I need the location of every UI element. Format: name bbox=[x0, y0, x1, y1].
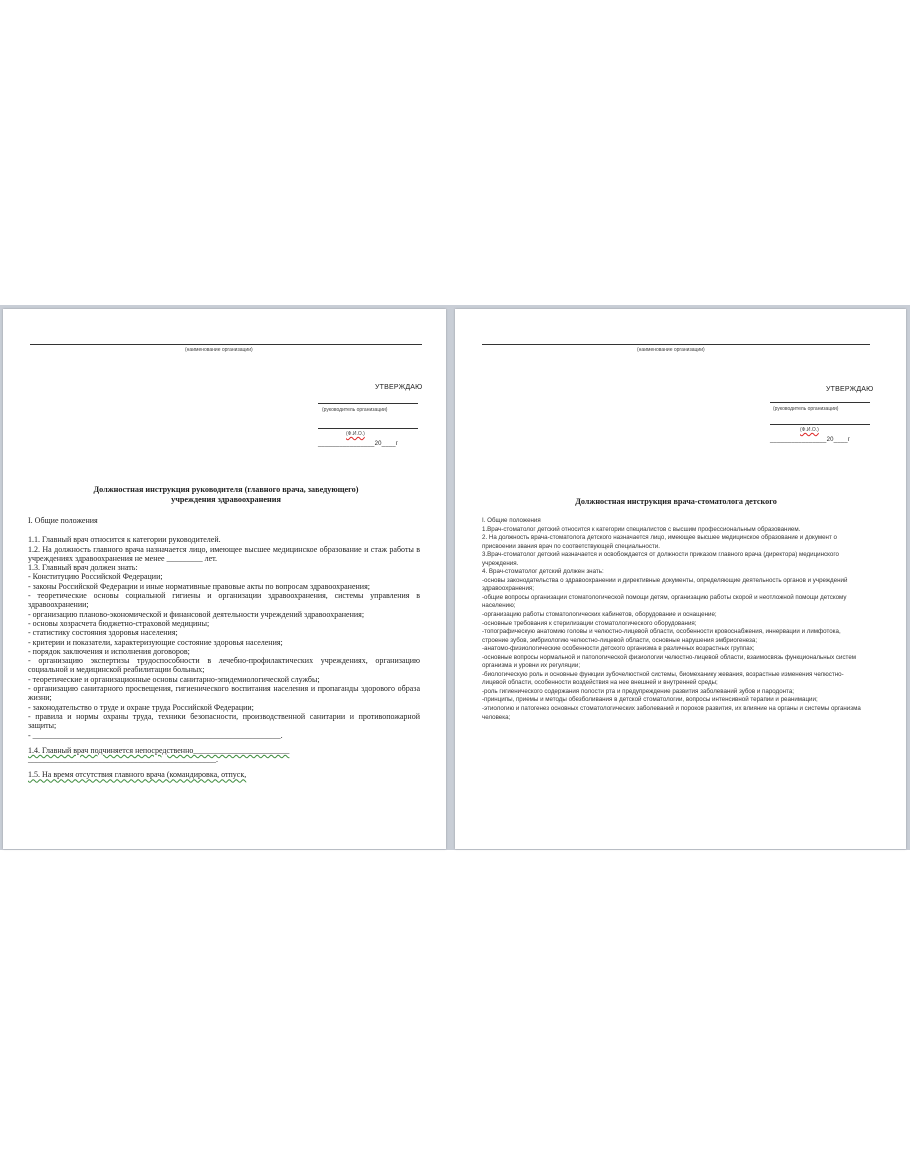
list-item: - статистику состояния здоровья населения; bbox=[28, 628, 178, 638]
list-item: - теоретические и организационные основы санитарно-эпидемиологической службы; bbox=[28, 674, 320, 684]
list-item: -биологическую роль и основные функции зубочелюстной системы, биомеханику жевания, возрастные изменения челюстно-лицевой области, особенности воздействия на нее внешней и внутренней среды; bbox=[482, 670, 844, 687]
right-body bbox=[482, 517, 867, 722]
section-heading: I. Общие положения bbox=[28, 516, 98, 525]
list-item: - основы хозрасчета бюджетно-страховой медицины; bbox=[28, 618, 210, 628]
list-item: -роль гигиенического содержания полости рта и предупреждение развития заболеваний зубов и пародонта; bbox=[482, 687, 794, 695]
list-item: - организацию экспертизы трудоспособности в лечебно-профилактических учреждениях, организацию социальной и медицинской реабилитации больных; bbox=[28, 656, 420, 675]
list-item: -основные требования к стерилизации стоматологического оборудования; bbox=[482, 619, 697, 627]
list-item: - правила и нормы охраны труда, техники безопасности, производственной санитарии и противопожарной защиты; bbox=[28, 711, 420, 731]
date-line: ________________20____г bbox=[318, 441, 399, 447]
approve-label: УТВЕРЖДАЮ bbox=[826, 386, 874, 393]
head-signature-line bbox=[770, 402, 870, 403]
document-title bbox=[30, 485, 422, 505]
list-item: - критерии и показатели, характеризующие состояние здоровья населения; bbox=[28, 637, 283, 647]
paragraph: 1.4. Главный врач подчиняется непосредственно________________________ bbox=[28, 745, 290, 755]
list-item: -основные вопросы нормальной и патологической физиологии челюстно-лицевой области, взаимосвязь функциональных систем организма и уровни их регуляции; bbox=[482, 653, 857, 670]
head-caption: (руководитель организации) bbox=[322, 407, 388, 413]
list-item: -принципы, приемы и методы обезболивания в детской стоматологии, вопросы интенсивной терапии и реанимации; bbox=[482, 696, 818, 704]
list-item: - организацию планово-экономической и финансовой деятельности учреждений здравоохранения; bbox=[28, 609, 365, 619]
left-body bbox=[28, 516, 420, 780]
list-item: - организацию санитарного просвещения, гигиенического воспитания населения и пропаганды здорового образа жизни; bbox=[28, 684, 420, 703]
fio-caption: (Ф.И.О.) bbox=[346, 431, 365, 437]
title-line-1: Должностная инструкция руководителя (главного врача, заведующего) bbox=[93, 485, 359, 494]
paragraph: 1.Врач-стоматолог детский относится к категории специалистов с высшим профессиональным образованием. bbox=[482, 525, 801, 533]
paragraph: 3.Врач-стоматолог детский назначается и освобождается от должности приказом главного врача (директора) медицинского учреждения. bbox=[482, 551, 839, 567]
org-caption: (наименование организации) bbox=[637, 347, 705, 353]
paragraph: 1.1. Главный врач относится к категории руководителей. bbox=[28, 535, 221, 545]
list-item: - теоретические основы социальной гигиены и организации здравоохранения, системы управления в здравоохранении; bbox=[28, 591, 420, 610]
paragraph: 2. На должность врача-стоматолога детского назначается лицо, имеющее высшее медицинское образование и документ о присвоении звания врач по соответствующей специальности. bbox=[482, 534, 837, 550]
paragraph: 1.5. На время отсутствия главного врача (командировка, отпуск, bbox=[28, 770, 247, 780]
fio-line bbox=[318, 428, 418, 429]
list-item: -топографическую анатомию головы и челюстно-лицевой области, особенности кровоснабжения, иннервации и лимфотока, строение зубов, эмбриологию челюстно-лицевой области, основные нарушения эмбриогенеза; bbox=[482, 628, 841, 644]
list-item: - Конституцию Российской Федерации; bbox=[28, 572, 163, 582]
fio-line bbox=[770, 424, 870, 425]
fio-caption: (Ф.И.О.) bbox=[800, 427, 819, 433]
head-caption: (руководитель организации) bbox=[773, 406, 839, 412]
list-item: - законодательство о труде и охране труда Российской Федерации; bbox=[28, 702, 254, 712]
document-title: Должностная инструкция врача-стоматолога детского bbox=[575, 497, 777, 506]
paragraph: 1.3. Главный врач должен знать: bbox=[28, 563, 138, 573]
org-caption: (наименование организации) bbox=[185, 347, 253, 353]
list-item: -организацию работы стоматологических кабинетов, оборудование и оснащение; bbox=[482, 611, 717, 619]
paragraph: 4. Врач-стоматолог детский должен знать: bbox=[482, 568, 604, 576]
list-item: -этиологию и патогенез основных стоматологических заболеваний и пороков развития, их влияние на органы и системы организма человека; bbox=[482, 705, 861, 721]
list-item: - ______________________________________________________________. bbox=[28, 730, 283, 740]
title-line-2: учреждения здравоохранения bbox=[171, 495, 281, 504]
section-heading: I. Общие положения bbox=[482, 517, 541, 524]
list-item: - законы Российской Федерации и иные нормативные правовые акты по вопросам здравоохранения; bbox=[28, 581, 370, 591]
list-item: -общие вопросы организации стоматологической помощи детям, организацию работы скорой и неотложной помощи детскому населению; bbox=[482, 593, 847, 610]
list-item: - порядок заключения и исполнения договоров; bbox=[28, 646, 190, 656]
paragraph: _______________________________________________. bbox=[28, 755, 218, 765]
org-name-line bbox=[482, 344, 870, 345]
paragraph: 1.2. На должность главного врача назначается лицо, имеющее высшее медицинское образование и стаж работы в учреждениях здравоохранения не менее _________ лет. bbox=[28, 544, 420, 563]
approve-label: УТВЕРЖДАЮ bbox=[375, 384, 423, 391]
list-item: -анатомо-физиологические особенности детского организма в различных возрастных группах; bbox=[482, 645, 755, 653]
date-line: ________________20____г bbox=[770, 437, 851, 443]
org-name-line bbox=[30, 344, 422, 345]
head-signature-line bbox=[318, 403, 418, 404]
list-item: -основы законодательства о здравоохранении и директивные документы, определяющие деятельность органов и учреждений здравоохранения; bbox=[482, 576, 848, 593]
